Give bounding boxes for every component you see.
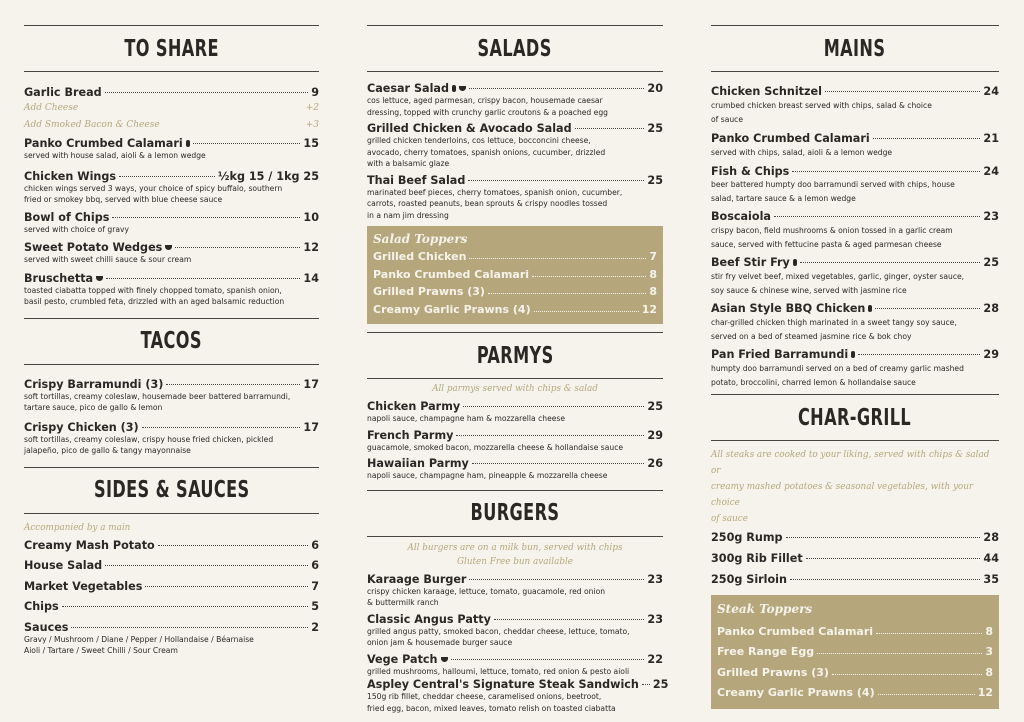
item-description: grilled chicken tenderloins, cos lettuce, bocconcini cheese,: [367, 136, 591, 145]
side-chips: Chips 5: [24, 600, 319, 613]
menu-item-sweet-potato-wedges: Sweet Potato Wedges 12 served with sweet chilli sauce & sour cream: [24, 241, 319, 264]
item-description: toasted ciabatta topped with finely chopped tomato, spanish onion,: [24, 285, 282, 295]
menu-item-steak-sandwich: Aspley Central's Signature Steak Sandwich 25 150g rib fillet, cheddar cheese, caramelised onions, beetroot, fried egg, bacon, mixed leaves, tomato relish on toasted ciabatta: [367, 678, 669, 713]
menu-item-crispy-chicken-tacos: Crispy Chicken (3) 17 soft tortillas, creamy coleslaw, crispy house fried chicken, pickled jalapeño, pico de gallo & tangy mayonnaise: [24, 420, 319, 455]
section-heading-sides: [24, 467, 319, 514]
side-sauces: Sauces 2 Gravy / Mushroom / Diane / Pepper / Hollandaise / Béarnaise Aioli / Tartare / Sweet Chilli / Sour Cream: [24, 620, 319, 655]
menu-item-caesar-salad: Caesar Salad 20 cos lettuce, aged parmesan, crispy bacon, housemade caesar dressing, topped with crunchy garlic croutons & a poached egg: [367, 82, 663, 117]
item-description: served with house salad, aioli & a lemon wedge: [24, 151, 206, 160]
item-description: onion jam & housemade burger sauce: [367, 638, 513, 647]
menu-item-calamari: Panko Crumbed Calamari 15 served with house salad, aioli & a lemon wedge: [24, 137, 319, 160]
side-creamy-mash: Creamy Mash Potato 6: [24, 538, 319, 552]
sides-note: Accompanied by a main: [24, 522, 131, 533]
heading-mains: MAINS: [824, 35, 886, 62]
steak-toppers-box: [711, 595, 999, 709]
menu-item-crispy-barramundi-tacos: Crispy Barramundi (3) 17 soft tortillas, creamy coleslaw, housemade beer battered barramundi, tartare sauce, pico de gallo & lemon: [24, 377, 319, 412]
menu-item-garlic-bread: Garlic Bread 9: [24, 86, 319, 99]
item-description: avocado, cherry tomatoes, spanish onions, cucumber, drizzled: [367, 147, 606, 157]
extra-add-cheese: Add Cheese +2: [24, 102, 319, 113]
menu-item-karaage-burger: Karaage Burger 23 crispy chicken karaage, lettuce, tomato, guacamole, red onion & buttermilk ranch: [367, 572, 663, 607]
sauces-list: Aioli / Tartare / Sweet Chilli / Sour Cream: [24, 646, 178, 655]
gluten-free-icon: [868, 305, 872, 312]
item-description: napoli sauce, champagne ham & mozzarella cheese: [367, 414, 566, 423]
column-left: [24, 25, 319, 657]
vegetarian-icon: [96, 276, 103, 281]
chargrill-note: of sauce: [711, 514, 748, 524]
sauces-list: Gravy / Mushroom / Diane / Pepper / Hollandaise / Béarnaise: [24, 634, 254, 644]
section-heading-tacos: [24, 318, 319, 365]
item-description: grilled mushrooms, halloumi, lettuce, tomato, red onion & pesto aioli: [367, 666, 630, 676]
section-heading-to-share: [24, 25, 319, 72]
section-heading-mains: [711, 25, 999, 72]
item-description: fried egg, bacon, mixed leaves, tomato relish on toasted ciabatta: [367, 703, 616, 713]
item-description: fried or smokey bbq, served with blue cheese sauce: [24, 195, 223, 204]
menu-item-bbq-chicken: Asian Style BBQ Chicken 28 char-grilled chicken thigh marinated in a sweet tangy soy sauce, served on a bed of steamed jasmine rice & bok choy: [711, 302, 999, 341]
steak-topper-calamari: Panko Crumbed Calamari 8: [717, 624, 993, 638]
item-description: basil pesto, crumbled feta, drizzled with an aged balsamic reduction: [24, 297, 285, 306]
topper-garlic-prawns: Creamy Garlic Prawns (4) 12: [373, 302, 657, 316]
menu-item-angus-patty: Classic Angus Patty 23 grilled angus patty, smoked bacon, cheddar cheese, lettuce, tomato, onion jam & housemade burger sauce: [367, 612, 663, 647]
topper-grilled-chicken: Grilled Chicken 7: [373, 250, 657, 264]
heading-to-share: TO SHARE: [124, 35, 219, 62]
menu-item-chicken-schnitzel: Chicken Schnitzel 24 crumbed chicken breast served with chips, salad & choice of sauce: [711, 85, 999, 124]
menu-item-hawaiian-parmy: Hawaiian Parmy 26 napoli sauce, champagne ham, pineapple & mozzarella cheese: [367, 457, 663, 480]
steak-topper-egg: Free Range Egg 3: [717, 645, 993, 659]
item-description: crumbed chicken breast served with chips, salad & choice: [711, 101, 932, 110]
salad-toppers-box: [367, 226, 663, 324]
heading-salads: SALADS: [477, 35, 553, 62]
item-description: in a nam jim dressing: [367, 210, 449, 220]
item-description: humpty doo barramundi served on a bed of creamy garlic mashed: [711, 364, 964, 373]
steak-toppers-title: Steak Toppers: [717, 602, 813, 616]
side-market-vegetables: Market Vegetables 7: [24, 579, 319, 593]
vegetarian-icon: [165, 245, 172, 250]
menu-item-vege-patch: Vege Patch 22 grilled mushrooms, halloumi, lettuce, tomato, red onion & pesto aioli: [367, 652, 663, 676]
section-heading-chargrill: [711, 394, 999, 441]
menu-item-main-calamari: Panko Crumbed Calamari 21 served with chips, salad, aioli & a lemon wedge: [711, 132, 999, 160]
item-description: potato, broccolini, charred lemon & hollandaise sauce: [711, 378, 916, 387]
item-description: salad, tartare sauce & a lemon wedge: [711, 194, 856, 203]
burgers-gf-note: Gluten Free bun available: [457, 556, 573, 567]
vegetarian-icon: [459, 86, 466, 91]
item-description: char-grilled chicken thigh marinated in a sweet tangy soy sauce,: [711, 318, 957, 327]
item-description: tartare sauce, pico de gallo & lemon: [24, 403, 163, 412]
gluten-free-icon: [793, 259, 797, 266]
menu-item-chicken-wings: Chicken Wings ½kg 15 / 1kg 25 chicken wings served 3 ways, your choice of spicy buffalo, southern fried or smokey bbq, served with blue cheese sauce: [24, 169, 319, 204]
steak-sirloin: 250g Sirloin 35: [711, 573, 999, 586]
section-heading-parmys: [367, 332, 663, 379]
item-description: stir fry velvet beef, mixed vegetables, garlic, ginger, oyster sauce,: [711, 272, 965, 281]
menu-item-fish-chips: Fish & Chips 24 beer battered humpty doo barramundi served with chips, house salad, tartare sauce & a lemon wedge: [711, 165, 999, 203]
item-description: marinated beef pieces, cherry tomatoes, spanish onion, cucumber,: [367, 187, 623, 197]
item-description: served with choice of gravy: [24, 224, 129, 234]
topper-grilled-prawns: Grilled Prawns (3) 8: [373, 285, 657, 299]
steak-rump: 250g Rump 28: [711, 531, 999, 544]
chargrill-note: All steaks are cooked to your liking, served with chips & salad or: [711, 450, 990, 476]
menu-item-beef-stir-fry: Beef Stir Fry 25 stir fry velvet beef, mixed vegetables, garlic, ginger, oyster sauce, soy sauce & chinese wine, served with jasmine rice: [711, 256, 999, 295]
menu-item-thai-beef-salad: Thai Beef Salad 25 marinated beef pieces, cherry tomatoes, spanish onion, cucumber, carrots, roasted peanuts, bean sprouts & crispy noodles tossed in a nam jim dressing: [367, 173, 663, 220]
menu-item-bowl-of-chips: Bowl of Chips 10 served with choice of gravy: [24, 210, 319, 234]
item-description: chicken wings served 3 ways, your choice of spicy buffalo, southern: [24, 183, 283, 193]
item-description: crispy chicken karaage, lettuce, tomato, guacamole, red onion: [367, 586, 606, 596]
item-description: crispy bacon, field mushrooms & onion tossed in a garlic cream: [711, 226, 953, 235]
menu-item-pan-fried-barramundi: Pan Fried Barramundi 29 humpty doo barramundi served on a bed of creamy garlic mashed potato, broccolini, charred lemon & hollandaise sauce: [711, 348, 999, 387]
item-description: grilled angus patty, smoked bacon, cheddar cheese, lettuce, tomato,: [367, 626, 630, 636]
vegetarian-icon: [441, 657, 448, 662]
steak-topper-prawns: Grilled Prawns (3) 8: [717, 665, 993, 679]
steak-rib-fillet: 300g Rib Fillet 44: [711, 552, 999, 565]
heading-parmys: PARMYS: [476, 342, 554, 369]
item-description: dressing, topped with crunchy garlic croutons & a poached egg: [367, 107, 608, 117]
chargrill-note: creamy mashed potatoes & seasonal vegetables, with your choice: [711, 482, 974, 508]
menu-item-chicken-parmy: Chicken Parmy 25 napoli sauce, champagne ham & mozzarella cheese: [367, 400, 663, 423]
heading-burgers: BURGERS: [470, 500, 560, 526]
item-description: cos lettuce, aged parmesan, crispy bacon, housemade caesar: [367, 96, 603, 105]
menu-item-boscaiola: Boscaiola 23 crispy bacon, field mushrooms & onion tossed in a garlic cream sauce, served with fettucine pasta & aged parmesan cheese: [711, 210, 999, 249]
item-description: soft tortillas, creamy coleslaw, crispy house fried chicken, pickled: [24, 434, 274, 444]
topper-calamari: Panko Crumbed Calamari 8: [373, 267, 657, 281]
item-description: served with sweet chilli sauce & sour cream: [24, 255, 192, 264]
menu-item-bruschetta: Bruschetta 14 toasted ciabatta topped with finely chopped tomato, spanish onion, basil pesto, crumbled feta, drizzled with an aged balsamic reduction: [24, 271, 319, 306]
item-description: served on a bed of steamed jasmine rice & bok choy: [711, 332, 912, 341]
item-description: with a balsamic glaze: [367, 159, 450, 168]
item-description: beer battered humpty doo barramundi served with chips, house: [711, 180, 955, 189]
column-middle: [367, 25, 669, 714]
burgers-note: All burgers are on a milk bun, served with chips: [407, 542, 623, 553]
menu-item-french-parmy: French Parmy 29 guacamole, smoked bacon, mozzarella cheese & hollandaise sauce: [367, 428, 663, 452]
item-description: of sauce: [711, 115, 744, 124]
gluten-free-icon: [186, 140, 190, 147]
heading-tacos: TACOS: [140, 328, 203, 354]
heading-chargrill: CHAR-GRILL: [798, 404, 912, 431]
salad-toppers-title: Salad Toppers: [373, 232, 468, 246]
column-right: [711, 25, 999, 709]
item-description: served with chips, salad, aioli & a lemon wedge: [711, 148, 893, 157]
item-description: jalapeño, pico de gallo & tangy mayonnaise: [24, 446, 191, 455]
side-house-salad: House Salad 6: [24, 559, 319, 572]
item-description: guacamole, smoked bacon, mozzarella cheese & hollandaise sauce: [367, 442, 624, 452]
item-description: carrots, roasted peanuts, bean sprouts & crispy noodles tossed: [367, 199, 608, 208]
section-heading-salads: [367, 25, 663, 72]
item-description: sauce, served with fettucine pasta & aged parmesan cheese: [711, 240, 942, 249]
item-description: napoli sauce, champagne ham, pineapple & mozzarella cheese: [367, 471, 608, 480]
steak-topper-garlic-prawns: Creamy Garlic Prawns (4) 12: [717, 686, 993, 700]
heading-sides: SIDES & SAUCES: [93, 477, 250, 503]
gluten-free-icon: [452, 85, 456, 92]
item-description: soft tortillas, creamy coleslaw, housemade beer battered barramundi,: [24, 391, 291, 401]
section-heading-burgers: [367, 490, 663, 537]
gluten-free-icon: [851, 351, 855, 358]
extra-add-bacon-cheese: Add Smoked Bacon & Cheese +3: [24, 120, 319, 131]
item-description: & buttermilk ranch: [367, 598, 439, 607]
menu-item-chicken-avocado-salad: Grilled Chicken & Avocado Salad 25 grilled chicken tenderloins, cos lettuce, bocconcini cheese, avocado, cherry tomatoes, spanish onions, cucumber, drizzled with a balsamic glaze: [367, 122, 663, 168]
parmys-note: All parmys served with chips & salad: [432, 384, 598, 394]
item-description: soy sauce & chinese wine, served with jasmine rice: [711, 286, 907, 295]
item-description: 150g rib fillet, cheddar cheese, caramelised onions, beetroot,: [367, 692, 602, 701]
